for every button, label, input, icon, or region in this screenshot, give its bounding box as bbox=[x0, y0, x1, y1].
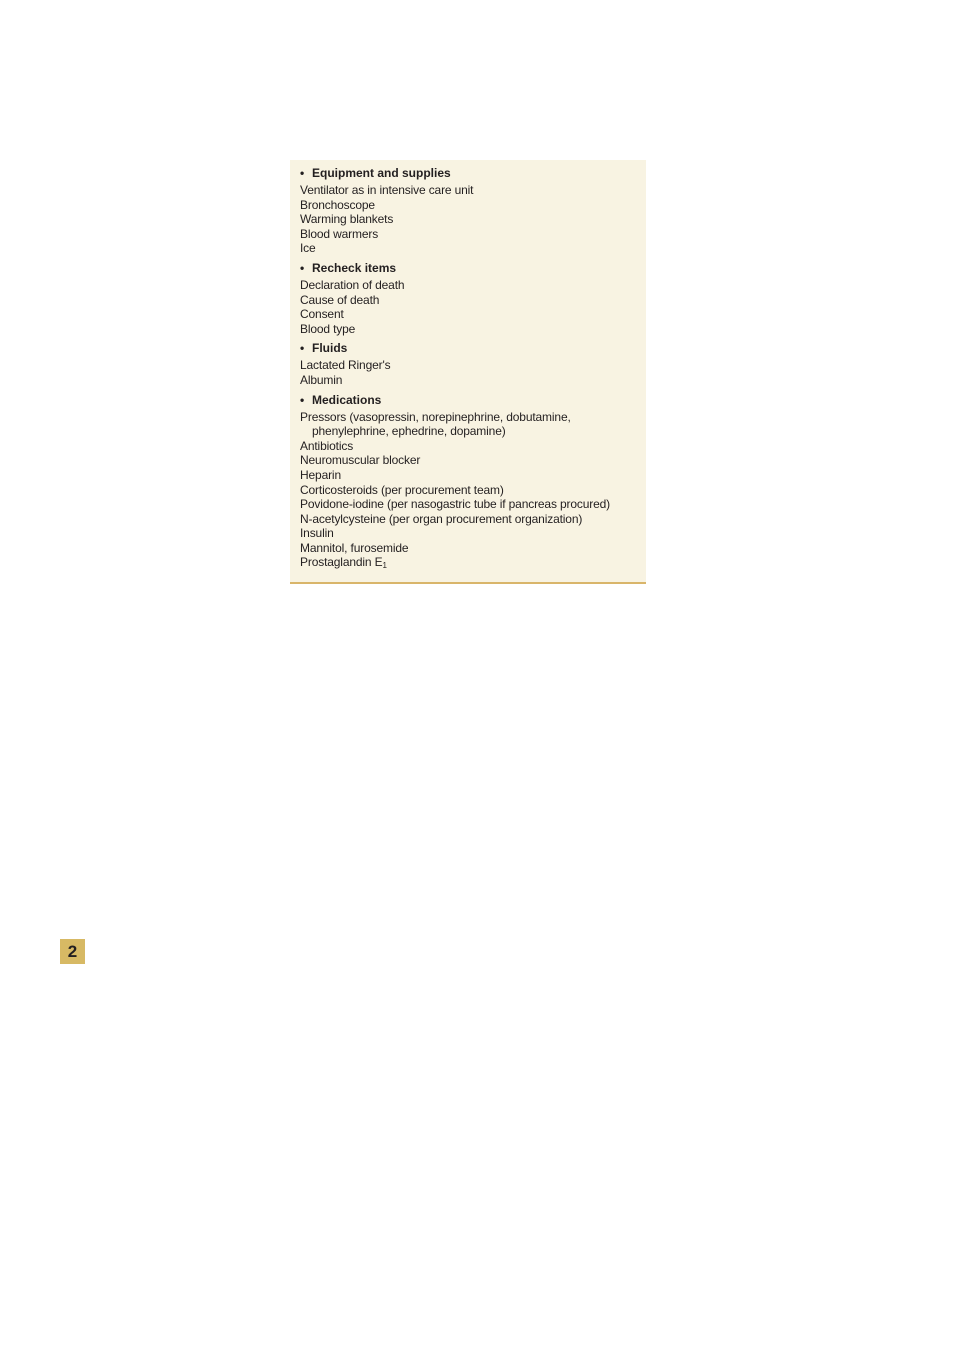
bullet-icon: • bbox=[300, 341, 305, 356]
list-item: Albumin bbox=[300, 372, 343, 387]
list-item: Ventilator as in intensive care unit bbox=[300, 183, 474, 197]
list-item-text: Prostaglandin E bbox=[300, 555, 383, 570]
list-item: Declaration of death bbox=[300, 277, 405, 292]
list-item: Mannitol, furosemide bbox=[300, 540, 409, 555]
chapter-badge: 2 bbox=[60, 939, 85, 964]
list-item: Blood warmers bbox=[300, 226, 379, 241]
section-recheck bbox=[300, 260, 636, 336]
list-item: Povidone-iodine (per nasogastric tube if pancreas procured) bbox=[300, 497, 610, 512]
section-heading bbox=[300, 392, 636, 408]
section-heading bbox=[300, 340, 636, 356]
section-heading-text: Equipment and supplies bbox=[312, 166, 451, 180]
section-heading-text: Fluids bbox=[312, 341, 348, 356]
list-item: Neuromuscular blocker bbox=[300, 453, 421, 468]
section-heading-text: Recheck items bbox=[312, 260, 397, 275]
list-item: Lactated Ringer's bbox=[300, 358, 391, 373]
section-heading bbox=[300, 260, 636, 276]
checklist-box bbox=[290, 160, 646, 584]
bullet-icon: • bbox=[300, 392, 305, 407]
section-heading-text: Medications bbox=[312, 392, 382, 407]
item-list bbox=[300, 358, 636, 387]
item-list bbox=[300, 183, 636, 256]
list-item: Consent bbox=[300, 307, 344, 322]
list-item: Heparin bbox=[300, 467, 341, 482]
list-item bbox=[300, 410, 636, 439]
list-item: Ice bbox=[300, 241, 316, 256]
list-item: Antibiotics bbox=[300, 438, 354, 453]
list-item: Insulin bbox=[300, 526, 334, 541]
list-item bbox=[300, 555, 636, 574]
list-item: Warming blankets bbox=[300, 212, 394, 227]
list-item: Blood type bbox=[300, 321, 356, 336]
section-equipment bbox=[300, 165, 636, 256]
item-list bbox=[300, 278, 636, 336]
section-medications bbox=[300, 392, 636, 575]
section-heading bbox=[300, 165, 636, 181]
list-item-continuation: phenylephrine, ephedrine, dopamine) bbox=[312, 424, 506, 439]
list-item-line: Pressors (vasopressin, norepinephrine, dobutamine, bbox=[300, 409, 571, 424]
bullet-icon: • bbox=[300, 166, 305, 180]
list-item: Corticosteroids (per procurement team) bbox=[300, 482, 504, 497]
item-list bbox=[300, 410, 636, 575]
bullet-icon: • bbox=[300, 260, 305, 275]
section-fluids bbox=[300, 340, 636, 387]
list-item: Bronchoscope bbox=[300, 197, 375, 212]
list-item: N-acetylcysteine (per organ procurement organization) bbox=[300, 511, 583, 526]
subscript: 1 bbox=[382, 561, 387, 571]
list-item: Cause of death bbox=[300, 292, 380, 307]
